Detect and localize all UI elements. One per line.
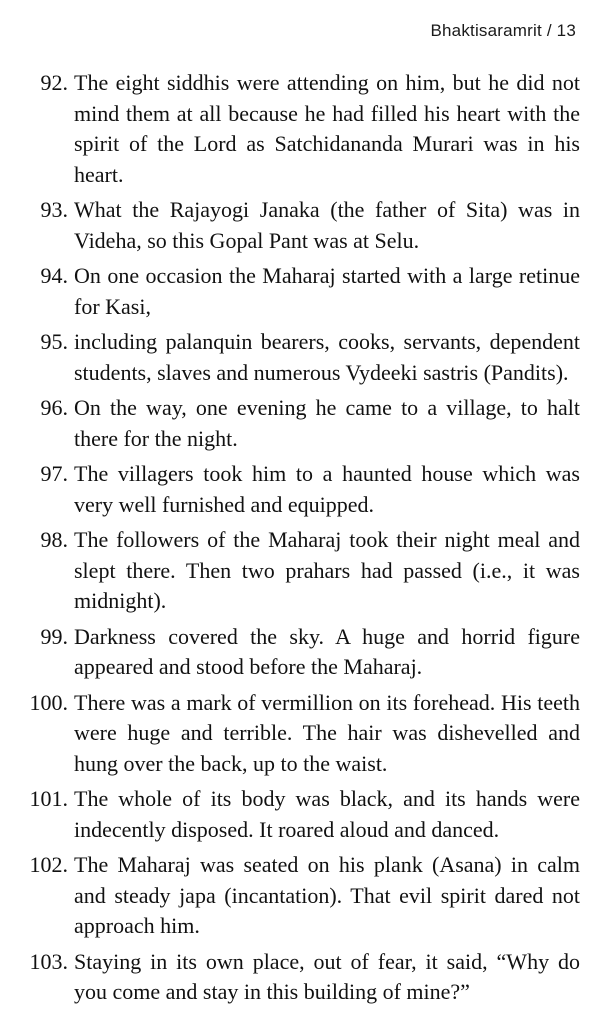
verse-number: 97. [40, 461, 68, 486]
verse-text: On one occasion the Maharaj started with a large retinue for Kasi, [74, 263, 580, 319]
verse-text: What the Rajayogi Janaka (the father of Sita) was in Videha, so this Gopal Pant was at Selu. [74, 197, 580, 253]
verse-text: On the way, one evening he came to a village, to halt there for the night. [74, 395, 580, 451]
verse-number: 95. [40, 329, 68, 354]
running-header: Bhaktisaramrit / 13 [430, 21, 576, 40]
verse-number: 93. [40, 197, 68, 222]
verse-text: Darkness covered the sky. A huge and horrid figure appeared and stood before the Maharaj. [74, 623, 580, 679]
verse-list [18, 68, 580, 1013]
verse-number: 96. [40, 395, 68, 420]
verse-number: 99. [40, 623, 68, 649]
verse-number: 92. [40, 70, 68, 95]
verse-text: The villagers took him to a haunted house which was very well furnished and equipped. [74, 461, 580, 517]
verse-number: 101. [29, 786, 68, 811]
verse-text: There was a mark of vermillion on its forehead. His teeth were huge and terrible. The hair was dishevelled and hung over the back, up to the waist. [74, 689, 580, 776]
verse-92 [18, 68, 580, 190]
verse-number: 102. [29, 852, 68, 877]
verse-100 [18, 688, 580, 780]
verse-95 [18, 327, 580, 388]
verse-94 [18, 261, 580, 322]
verse-97 [18, 459, 580, 520]
verse-number: 100. [29, 689, 68, 715]
verse-text: Staying in its own place, out of fear, it said, “Why do you come and stay in this building of mine?” [74, 948, 580, 1004]
verse-96 [18, 393, 580, 454]
verse-93 [18, 195, 580, 256]
verse-102 [18, 850, 580, 942]
verse-number: 94. [40, 263, 68, 288]
verse-text: The followers of the Maharaj took their night meal and slept there. Then two prahars had passed (i.e., it was midnight). [74, 527, 580, 613]
verse-99 [18, 622, 580, 683]
verse-101 [18, 784, 580, 845]
verse-98 [18, 525, 580, 617]
verse-text: The whole of its body was black, and its hands were indecently disposed. It roared aloud and danced. [74, 786, 580, 842]
verse-number: 103. [29, 948, 68, 974]
verse-text: including palanquin bearers, cooks, servants, dependent students, slaves and numerous Vydeeki sastris (Pandits). [74, 329, 580, 385]
verse-text: The eight siddhis were attending on him, but he did not mind them at all because he had filled his heart with the spirit of the Lord as Satchidananda Murari was in his heart. [74, 70, 580, 187]
verse-text: The Maharaj was seated on his plank (Asana) in calm and steady japa (incantation). That evil spirit dared not approach him. [74, 852, 580, 938]
verse-number: 98. [40, 527, 68, 552]
verse-103 [18, 947, 580, 1008]
